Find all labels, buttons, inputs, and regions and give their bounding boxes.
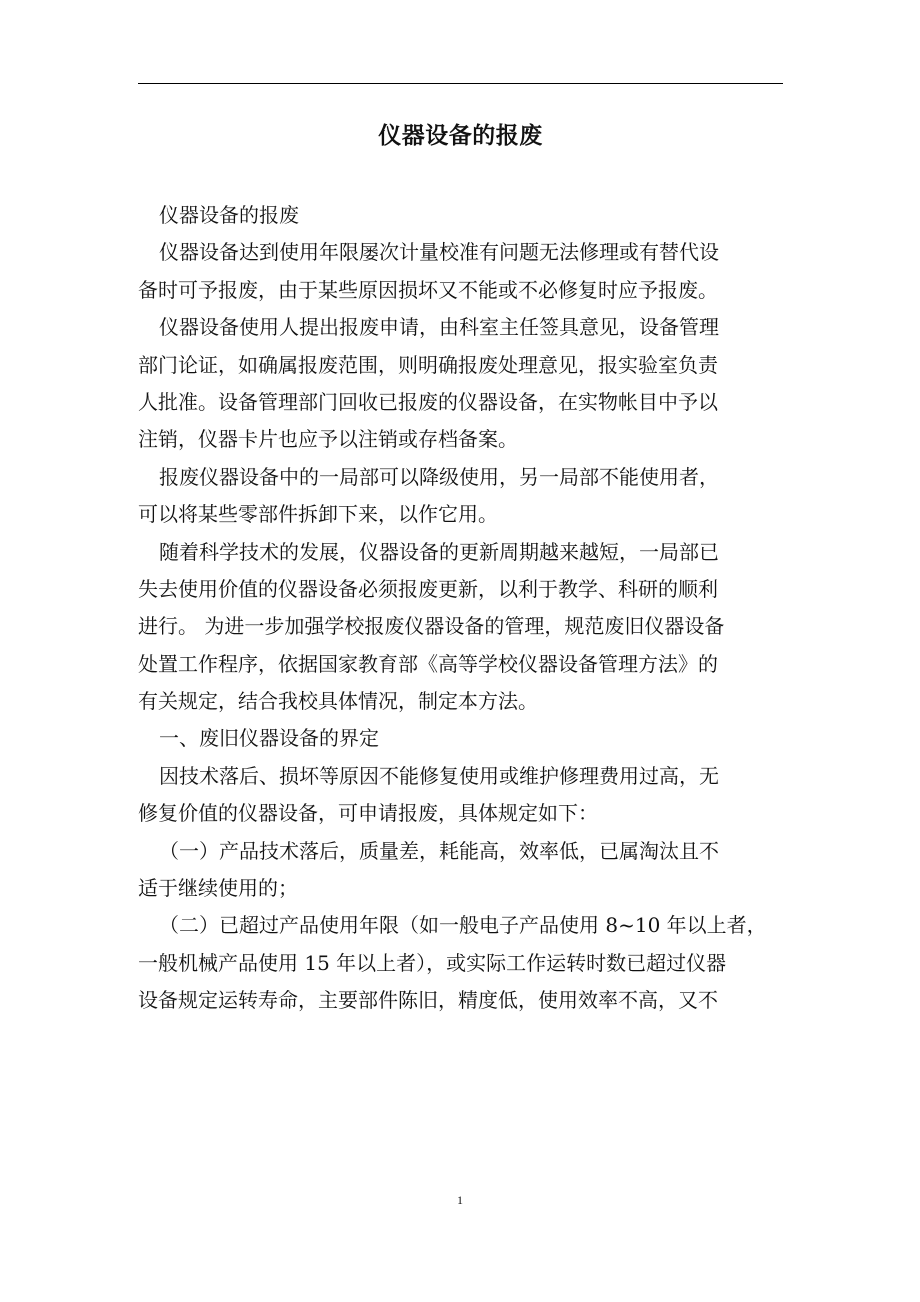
text-line: 失去使用价值的仪器设备必须报废更新，以利于教学、科研的顺利 [138,576,718,601]
text-line: 进行。 为进一步加强学校报废仪器设备的管理，规范废旧仪器设备 [138,614,725,639]
paragraph [138,234,783,309]
document-body [138,197,783,1020]
text-line: 有关规定，结合我校具体情况，制定本方法。 [138,689,538,714]
text-line: 报废仪器设备中的一局部可以降级使用，另一局部不能使用者， [159,464,719,489]
text-line: 备时可予报废，由于某些原因损坏又不能或不必修复时应予报废。 [138,277,718,302]
text-line: 一、废旧仪器设备的界定 [159,726,379,751]
text-line: 可以将某些零部件拆卸下来，以作它用。 [138,502,498,527]
paragraph [138,534,783,721]
header-rule [138,83,783,84]
text-line: 仪器设备达到使用年限屡次计量校准有问题无法修理或有替代设 [159,240,719,265]
text-line: 人批准。设备管理部门回收已报废的仪器设备，在实物帐目中予以 [138,389,718,414]
paragraph [138,197,783,234]
page-number: 1 [457,1193,463,1207]
paragraph [138,309,783,459]
text-line: 处置工作程序，依据国家教育部《高等学校仪器设备管理方法》的 [138,651,718,676]
list-item [138,833,783,908]
text-line: 一般机械产品使用 15 年以上者），或实际工作运转时数已超过仪器 [138,950,727,975]
text-line: 注销，仪器卡片也应予以注销或存档备案。 [138,427,518,452]
section-heading [138,720,783,757]
text-line: 修复价值的仪器设备，可申请报废，具体规定如下： [138,801,598,826]
document-title: 仪器设备的报废 [378,122,543,149]
paragraph [138,758,783,833]
text-line: 随着科学技术的发展，仪器设备的更新周期越来越短，一局部已 [159,539,719,564]
text-line: 因技术落后、损坏等原因不能修复使用或维护修理费用过高，无 [159,763,719,788]
text-line: 设备规定运转寿命，主要部件陈旧，精度低，使用效率不高，又不 [138,988,718,1013]
text-line: 仪器设备使用人提出报废申请，由科室主任签具意见，设备管理 [159,315,719,340]
text-line: 部门论证，如确属报废范围，则明确报废处理意见，报实验室负责 [138,352,718,377]
paragraph [138,459,783,534]
list-item [138,907,783,1019]
text-line: （二）已超过产品使用年限（如一般电子产品使用 8~10 年以上者， [159,913,767,938]
text-line: （一）产品技术落后，质量差，耗能高，效率低，已属淘汰且不 [159,838,719,863]
text-line: 适于继续使用的； [138,876,298,901]
text-line: 仪器设备的报废 [159,203,299,227]
